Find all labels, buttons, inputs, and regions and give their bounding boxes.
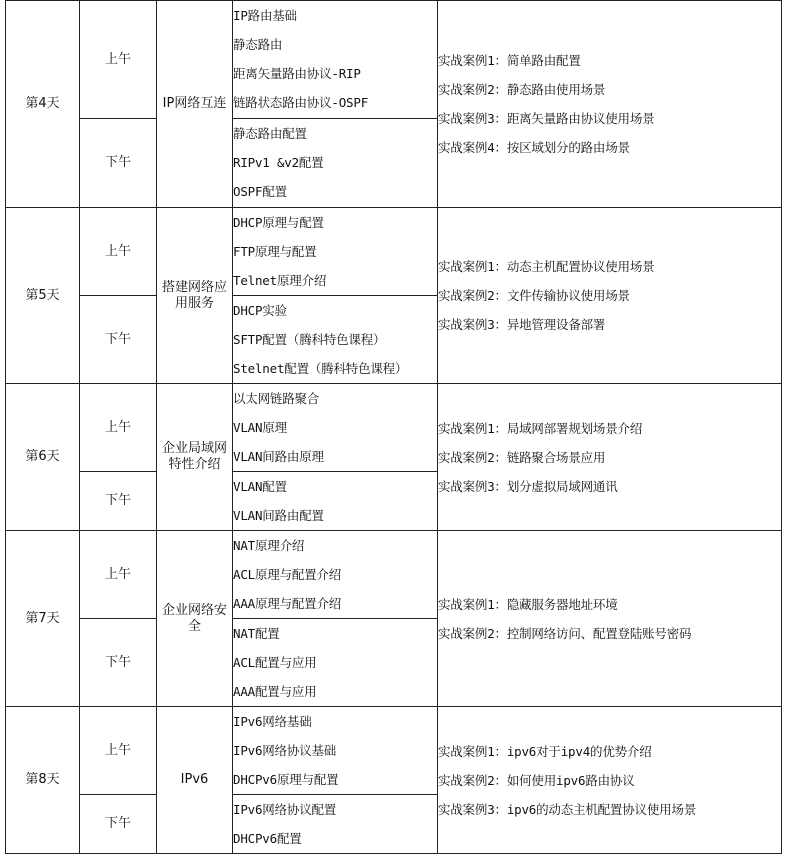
case-item: 实战案例2：链路聚合场景应用 [438, 449, 606, 465]
case-item: 实战案例2：控制网络访问、配置登陆账号密码 [438, 625, 692, 641]
case-item: 实战案例3：距离矢量路由协议使用场景 [438, 111, 655, 126]
case-item: 实战案例1：简单路由配置 [438, 53, 581, 68]
period-pm: 下午 [80, 619, 157, 707]
case-item: 实战案例1：ipv6对于ipv4的优势介绍 [438, 743, 652, 759]
list-item: SFTP配置（腾科特色课程） [233, 332, 386, 347]
am-content [233, 208, 438, 296]
case-item: 实战案例2：文件传输协议使用场景 [438, 288, 630, 303]
topic-cell: IP网络互连 [157, 1, 233, 208]
case-item: 实战案例2：静态路由使用场景 [438, 82, 606, 97]
pm-content [233, 795, 438, 854]
case-item: 实战案例1：局域网部署规划场景介绍 [438, 420, 643, 436]
period-pm: 下午 [80, 296, 157, 384]
period-am: 上午 [80, 707, 157, 795]
cases-cell [438, 208, 782, 384]
pm-content [233, 296, 438, 384]
case-item: 实战案例1：动态主机配置协议使用场景 [438, 259, 655, 274]
period-am: 上午 [80, 384, 157, 472]
list-item: OSPF配置 [233, 184, 287, 199]
period-pm: 下午 [80, 795, 157, 854]
list-item: DHCP实验 [233, 303, 287, 318]
course-schedule-table [5, 0, 782, 854]
list-item: AAA配置与应用 [233, 684, 317, 699]
list-item: VLAN配置 [233, 479, 287, 494]
cases-cell [438, 384, 782, 531]
day-cell: 第8天 [6, 707, 80, 854]
case-item: 实战案例4：按区域划分的路由场景 [438, 140, 630, 155]
table-row [6, 208, 782, 296]
list-item: AAA原理与配置介绍 [233, 596, 342, 611]
table-row [6, 384, 782, 472]
list-item: 以太网链路聚合 [233, 391, 320, 406]
list-item: IPv6网络协议基础 [233, 743, 337, 758]
table-row [6, 1, 782, 119]
list-item: Telnet原理介绍 [233, 273, 327, 288]
day-cell: 第4天 [6, 1, 80, 208]
pm-content [233, 119, 438, 208]
list-item: NAT原理介绍 [233, 538, 305, 553]
period-am: 上午 [80, 531, 157, 619]
am-content [233, 1, 438, 119]
period-am: 上午 [80, 1, 157, 119]
pm-content [233, 619, 438, 707]
list-item: VLAN间路由原理 [233, 449, 324, 464]
table-row [6, 707, 782, 795]
day-cell: 第5天 [6, 208, 80, 384]
day-cell: 第7天 [6, 531, 80, 707]
cases-cell [438, 1, 782, 208]
case-item: 实战案例2：如何使用ipv6路由协议 [438, 772, 635, 788]
list-item: IPv6网络基础 [233, 714, 312, 729]
list-item: IP路由基础 [233, 8, 297, 23]
list-item: DHCPv6配置 [233, 831, 302, 846]
list-item: 静态路由 [233, 37, 283, 52]
period-am: 上午 [80, 208, 157, 296]
topic-cell: 企业局域网特性介绍 [157, 384, 233, 531]
pm-content [233, 472, 438, 531]
list-item: DHCPv6原理与配置 [233, 772, 339, 787]
am-content [233, 384, 438, 472]
list-item: ACL原理与配置介绍 [233, 567, 342, 582]
period-pm: 下午 [80, 119, 157, 208]
period-pm: 下午 [80, 472, 157, 531]
am-content [233, 531, 438, 619]
list-item: NAT配置 [233, 626, 280, 641]
case-item: 实战案例1：隐藏服务器地址环境 [438, 596, 618, 612]
list-item: Stelnet配置（腾科特色课程） [233, 361, 408, 376]
list-item: 距离矢量路由协议-RIP [233, 66, 361, 81]
case-item: 实战案例3：划分虚拟局域网通讯 [438, 478, 618, 494]
list-item: VLAN间路由配置 [233, 508, 324, 523]
case-item: 实战案例3：异地管理设备部署 [438, 317, 606, 332]
list-item: RIPv1 &v2配置 [233, 155, 324, 170]
table-row [6, 531, 782, 619]
cases-cell [438, 531, 782, 707]
list-item: 链路状态路由协议-OSPF [233, 95, 369, 110]
topic-cell: 搭建网络应用服务 [157, 208, 233, 384]
day-cell: 第6天 [6, 384, 80, 531]
list-item: FTP原理与配置 [233, 244, 317, 259]
cases-cell [438, 707, 782, 854]
topic-cell: IPv6 [157, 707, 233, 854]
am-content [233, 707, 438, 795]
case-item: 实战案例3：ipv6的动态主机配置协议使用场景 [438, 801, 697, 817]
list-item: ACL配置与应用 [233, 655, 317, 670]
list-item: IPv6网络协议配置 [233, 802, 337, 817]
list-item: 静态路由配置 [233, 126, 307, 141]
list-item: VLAN原理 [233, 420, 287, 435]
topic-cell: 企业网络安全 [157, 531, 233, 707]
list-item: DHCP原理与配置 [233, 215, 324, 230]
